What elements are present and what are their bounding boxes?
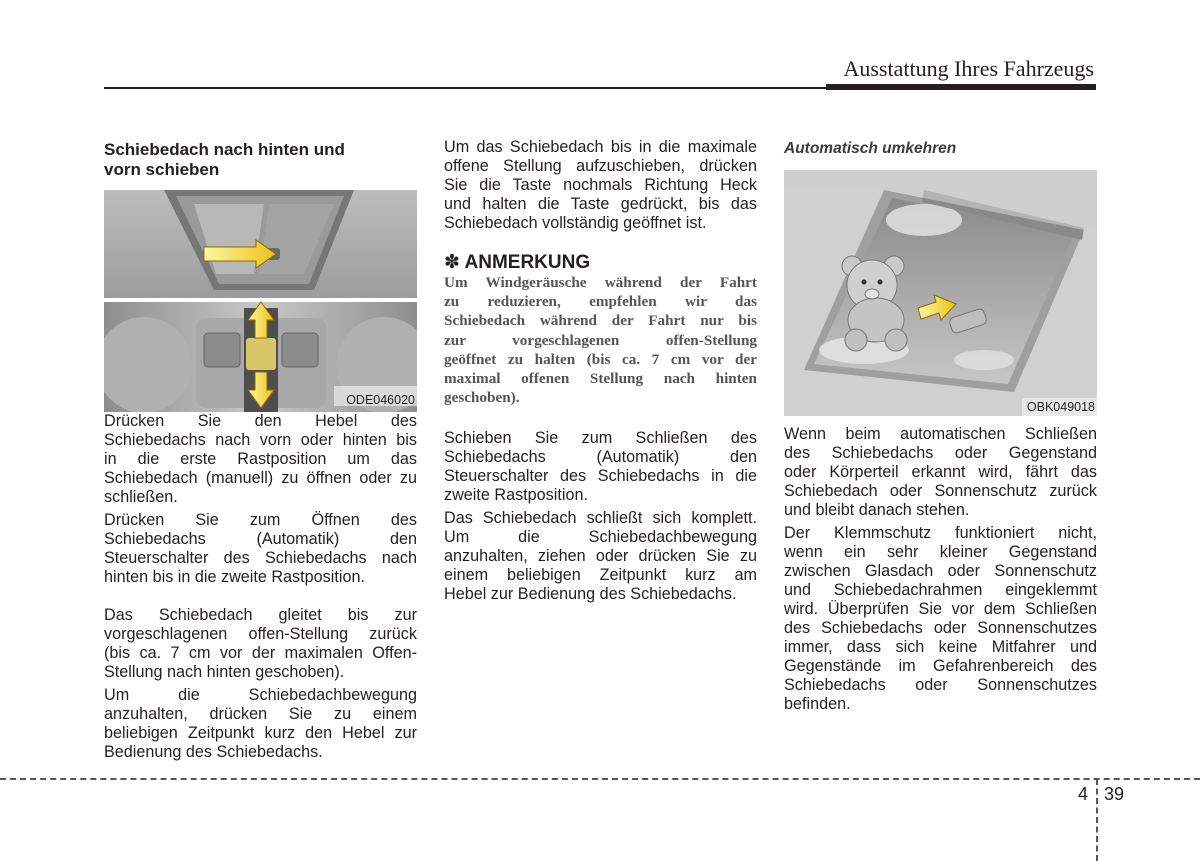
header-rule [104,87,826,89]
text-line: Steuerschalter des Schiebedachs in die [444,467,757,486]
figure-code: ODE046020 [346,393,415,407]
text-line: Drücken Sie zum Öffnen des [104,511,417,529]
text-line: oder Körperteil erkannt wird, fährt das [784,463,1097,481]
paragraph-manual [104,412,417,507]
text-line: Hebel zur Bedienung des Schiebedachs. [444,585,737,604]
text-line: des Schiebedachs oder Sonnenschutzes [784,619,1097,637]
text-line: Um die Schiebedachbewegung [444,528,757,547]
text-line: vorgeschlagenen offen-Stellung zurück [104,625,417,643]
note-heading [444,253,757,272]
figure-code: OBK049018 [1026,400,1095,414]
note-line: geöffnet zu halten (bis ca. 7 cm vor der [444,350,757,368]
text-line: Das Schiebedach schließt sich komplett. [444,509,757,528]
note-title: ANMERKUNG [464,252,591,273]
paragraph-max-open [444,138,757,233]
figure-sunroof-lever [104,190,417,412]
text-line: Schiebedach (manuell) zu öffnen oder zu [104,469,417,487]
text-line: anzuhalten, drücken Sie zu einem [104,705,417,723]
text-line: Schiebedachs oder Sonnenschutzes [784,676,1097,694]
text-line: Sie die Taste nochmals Richtung Heck [444,176,757,194]
note-line: maximal offenen Stellung nach hinten [444,370,757,388]
note-body [444,273,757,407]
text-line: Schiebedachs (Automatik) den [444,448,757,467]
paragraph-close [444,429,757,505]
footer-vertical-dashed-rule [1096,779,1098,861]
text-line: und bleibt danach stehen. [784,501,970,519]
paragraph-pinch-warning [784,524,1097,714]
text-line: Schiebedachs (Automatik) den [104,530,417,548]
note-line: Um Windgeräusche während der Fahrt [444,274,757,291]
text-line: Wenn beim automatischen Schließen [784,425,1097,443]
text-line: Schieben Sie zum Schließen des [444,429,757,448]
text-line: zweite Rastposition. [444,486,588,505]
text-line: Stellung nach hinten geschoben). [104,663,345,681]
text-line: hinten bis in die zweite Rastposition. [104,568,365,586]
text-line: immer, dass sich keine Mitfahrer und [784,638,1097,656]
column-3-text [784,425,1097,714]
text-line: des Schiebedachs oder Gegenstand [784,444,1097,462]
text-line: offene Stellung aufzuschieben, drücken [444,157,757,175]
section-title-auto-reverse: Automatisch umkehren [784,140,957,157]
text-line: wenn ein sehr kleiner Gegenstand [784,543,1097,561]
text-line: Um die Schiebedachbewegung [104,686,417,704]
text-line: wird. Überprüfen Sie vor dem Schließen [784,600,1097,618]
running-header-title: Ausstattung Ihres Fahrzeugs [843,56,1094,81]
text-line: Um das Schiebedach bis in die maximale [444,138,757,156]
text-line: befinden. [784,695,851,713]
text-line: zwischen Glasdach oder Sonnenschutz [784,562,1097,580]
paragraph-slide-position [104,606,417,682]
text-line: (bis ca. 7 cm vor der maximalen Offen- [104,644,417,662]
note-line: zu reduzieren, empfehlen wir das [444,293,757,311]
note-star-icon: ✽ [444,252,460,273]
column-2 [444,138,757,604]
note-line: zur vorgeschlagenen offen-Stellung [444,331,757,349]
text-line: und Schiebedachrahmen eingeklemmt [784,581,1097,599]
column-1 [104,140,417,180]
text-line: schließen. [104,488,178,506]
chapter-number: 4 [1078,784,1089,804]
column-1-text [104,412,417,762]
paragraph-stop [104,686,417,762]
text-line: Bedienung des Schiebedachs. [104,743,323,761]
figure-sunroof-pinch [784,170,1097,416]
note-line: Schiebedach während der Fahrt nur bis [444,312,757,330]
figure-sunroof-pinch-illustration [784,170,1097,416]
text-line: Gegenstände im Gefahrenbereich des [784,657,1097,675]
paragraph-close-stop [444,509,757,604]
section-title-line: vorn schieben [104,160,220,179]
section-title-line: Schiebedach nach hinten und [104,140,345,159]
text-line: anzuhalten, ziehen oder drücken Sie zu [444,547,757,566]
header-rule-accent [826,84,1096,90]
section-title-slide [104,140,417,180]
paragraph-auto-reverse [784,425,1097,520]
paragraph-automatic-open [104,511,417,587]
text-line: Schiebedach oder Sonnenschutz zurück [784,482,1097,500]
text-line: Das Schiebedach gleitet bis zur [104,606,417,624]
footer-dashed-rule [0,778,1200,780]
text-line: Der Klemmschutz funktioniert nicht, [784,524,1097,542]
text-line: Steuerschalter des Schiebedachs nach [104,549,417,567]
column-3 [784,139,1097,158]
text-line: in die erste Rastposition um das [104,450,417,468]
page-number: 39 [1104,784,1125,804]
text-line: beliebigen Zeitpunkt kurz den Hebel zur [104,724,417,742]
text-line: Schiebedachs nach vorn oder hinten bis [104,431,417,449]
note-line: geschoben). [444,389,520,407]
text-line: einem beliebigen Zeitpunkt kurz am [444,566,757,585]
text-line: Drücken Sie den Hebel des [104,412,417,430]
text-line: und halten die Taste gedrückt, bis das [444,195,757,213]
figure-sunroof-lever-illustration [104,190,417,412]
text-line: Schiebedach vollständig geöffnet ist. [444,214,707,232]
